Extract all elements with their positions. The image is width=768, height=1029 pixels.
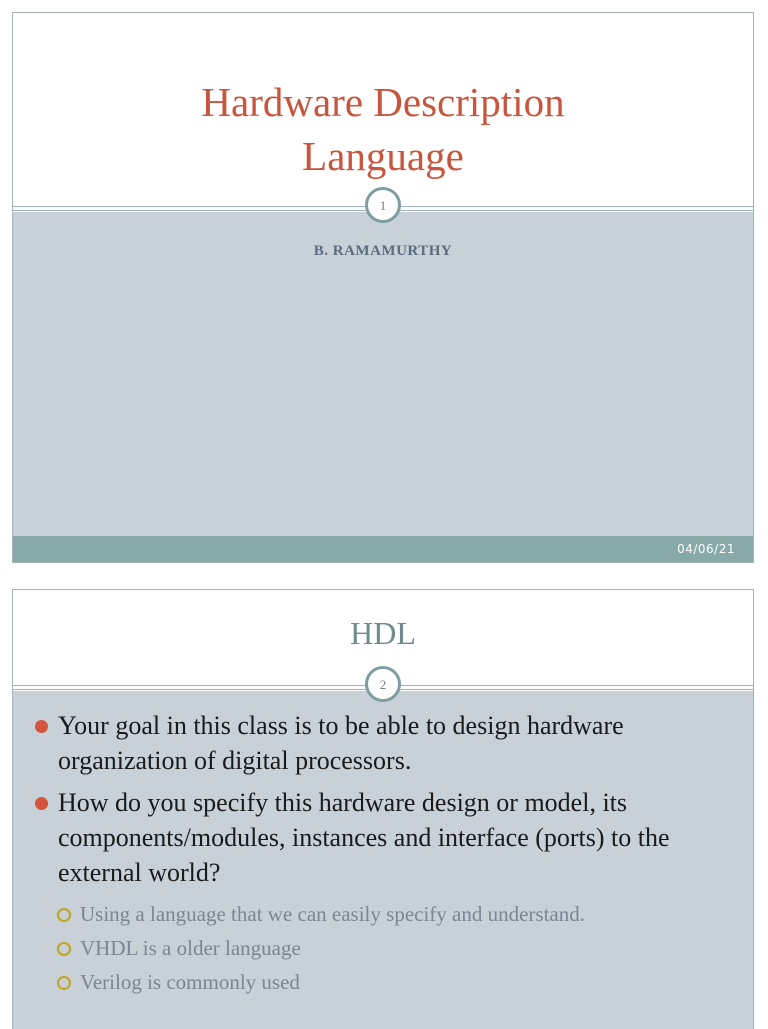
slide-title-line-1: Hardware Description [201, 79, 565, 125]
sub-bullet-ring-icon [57, 976, 71, 990]
sub-bullet-ring-icon [57, 942, 71, 956]
sub-bullet-text: Verilog is commonly used [80, 970, 300, 994]
bullet-item [13, 785, 753, 890]
sub-bullet-item [13, 965, 753, 999]
bullet-text: Your goal in this class is to be able to design hardware organization of digital processors. [58, 711, 624, 775]
bullet-item [13, 708, 753, 778]
sub-bullet-item [13, 897, 753, 931]
sub-bullet-ring-icon [57, 908, 71, 922]
sub-bullet-item [13, 931, 753, 965]
slide-1-title-area [13, 13, 753, 206]
bullet-list [13, 708, 753, 999]
slide-number-badge: 1 [365, 187, 401, 223]
sub-bullet-text: VHDL is a older language [80, 936, 301, 960]
slide-1-body [13, 212, 753, 536]
slide-title [13, 75, 753, 183]
slide-title: HDL [350, 615, 416, 651]
sub-bullet-text: Using a language that we can easily specify and understand. [80, 902, 585, 926]
slide-1 [12, 12, 754, 563]
bullet-dot-icon [35, 797, 48, 810]
bullet-dot-icon [35, 720, 48, 733]
slide-number-badge: 2 [365, 666, 401, 702]
footer-bar [13, 536, 753, 562]
slide-2 [12, 589, 754, 1029]
bullet-text: How do you specify this hardware design or model, its components/modules, instances and interface (ports) to the external world? [58, 788, 670, 887]
author-subtitle: B. RAMAMURTHY [313, 243, 453, 259]
slide-title-line-2: Language [302, 133, 464, 179]
footer-date: 04/06/21 [677, 542, 735, 556]
